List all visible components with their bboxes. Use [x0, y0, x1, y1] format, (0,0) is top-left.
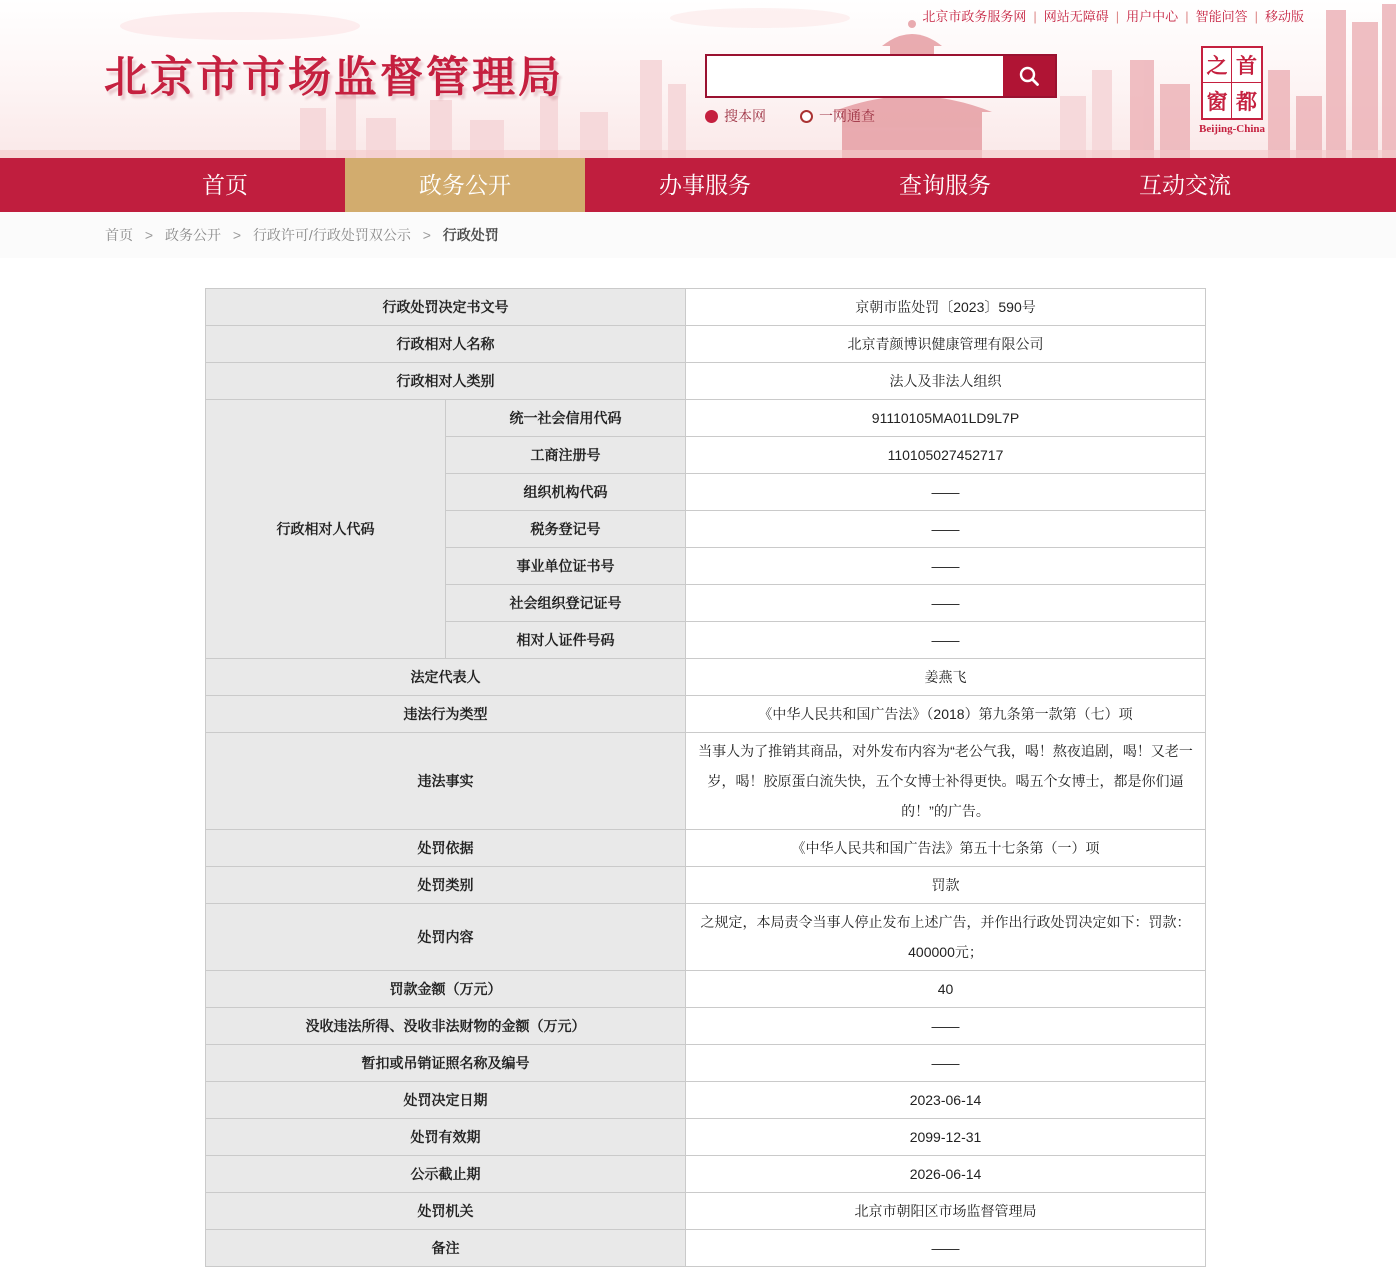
table-row: [206, 1082, 1206, 1119]
value-cell: 北京青颜博识健康管理有限公司: [686, 326, 1206, 363]
site-banner: [0, 0, 1396, 158]
breadcrumb-current-page: 行政处罚: [442, 227, 499, 243]
table-row: [206, 696, 1206, 733]
table-row: [206, 1045, 1206, 1082]
table-row: [206, 289, 1206, 326]
value-cell: 91110105MA01LD9L7P: [686, 400, 1206, 437]
penalty-detail-table: [205, 288, 1206, 1267]
value-cell: ——: [686, 474, 1206, 511]
nav-item-query-services[interactable]: 查询服务: [899, 172, 991, 198]
nav-item-services[interactable]: 办事服务: [659, 172, 751, 198]
badge-caption: Beijing-China: [1199, 123, 1266, 135]
label-cell: 工商注册号: [446, 437, 686, 474]
label-cell: 违法行为类型: [206, 696, 686, 733]
topbar-link-accessibility[interactable]: 网站无障碍: [1043, 9, 1109, 24]
table-row: [206, 400, 1206, 437]
capital-window-badge[interactable]: [1199, 46, 1265, 135]
label-cell: 行政处罚决定书文号: [206, 289, 686, 326]
search-scope-this-site[interactable]: [705, 106, 766, 126]
search-scope-label: 搜本网: [724, 108, 766, 124]
site-title: 北京市市场监督管理局: [104, 54, 564, 102]
table-row: [206, 326, 1206, 363]
badge-char: 都: [1236, 89, 1257, 114]
topbar-divider: |: [1185, 9, 1189, 24]
label-cell: 备注: [206, 1230, 686, 1267]
topbar-link-user-center[interactable]: 用户中心: [1126, 9, 1179, 24]
table-row: [206, 1230, 1206, 1267]
breadcrumb-separator: >: [422, 227, 431, 243]
table-row: [206, 1193, 1206, 1230]
label-cell: 处罚类别: [206, 867, 686, 904]
capital-window-seal-icon: [1201, 46, 1263, 120]
search-scope-options: [705, 106, 1057, 126]
label-cell: 处罚机关: [206, 1193, 686, 1230]
search-box: [705, 54, 1057, 98]
breadcrumb-separator: >: [232, 227, 242, 243]
topbar-divider: |: [1033, 9, 1037, 24]
table-row: [206, 971, 1206, 1008]
table-row: [206, 1008, 1206, 1045]
label-cell: 法定代表人: [206, 659, 686, 696]
value-cell: ——: [686, 511, 1206, 548]
value-cell: 之规定，本局责令当事人停止发布上述广告，并作出行政处罚决定如下：罚款：400000元；: [686, 904, 1206, 971]
table-row: [206, 733, 1206, 830]
label-cell: 税务登记号: [446, 511, 686, 548]
badge-char: 首: [1232, 48, 1261, 83]
breadcrumb-separator: >: [144, 227, 154, 243]
value-cell: 京朝市监处罚〔2023〕590号: [686, 289, 1206, 326]
search-button[interactable]: [1003, 56, 1055, 96]
table-row: [206, 659, 1206, 696]
value-cell: 法人及非法人组织: [686, 363, 1206, 400]
search-scope-network-wide[interactable]: [800, 106, 875, 126]
value-cell: ——: [686, 1045, 1206, 1082]
topbar-link-smart-qa[interactable]: 智能问答: [1195, 9, 1248, 24]
main-nav: [0, 158, 1396, 212]
value-cell: ——: [686, 585, 1206, 622]
search-icon: [1018, 65, 1040, 87]
nav-item-interaction[interactable]: 互动交流: [1139, 172, 1231, 198]
value-cell: 北京市朝阳区市场监督管理局: [686, 1193, 1206, 1230]
value-cell: 《中华人民共和国广告法》第五十七条第（一）项: [686, 830, 1206, 867]
badge-char: 窗: [1203, 83, 1232, 118]
table-row: [206, 830, 1206, 867]
breadcrumb-home[interactable]: 首页: [105, 227, 133, 243]
label-cell: 处罚依据: [206, 830, 686, 867]
value-cell: 姜燕飞: [686, 659, 1206, 696]
label-cell: 相对人证件号码: [446, 622, 686, 659]
label-cell: 公示截止期: [206, 1156, 686, 1193]
value-cell: ——: [686, 548, 1206, 585]
value-cell: ——: [686, 1230, 1206, 1267]
table-row: [206, 1156, 1206, 1193]
value-cell: 当事人为了推销其商品，对外发布内容为“老公气我，喝！熬夜追剧，喝！又老一岁，喝！胶原蛋白流失快，五个女博士补得更快。喝五个女博士，都是你们逼的！”的广告。: [686, 733, 1206, 830]
breadcrumb-dual-publicity[interactable]: 行政许可/行政处罚双公示: [252, 227, 411, 243]
radio-selected-icon: [705, 110, 718, 123]
value-cell: 2023-06-14: [686, 1082, 1206, 1119]
badge-char: 之: [1203, 48, 1232, 83]
main-content: [0, 258, 1396, 1267]
label-cell: 处罚内容: [206, 904, 686, 971]
topbar-divider: |: [1254, 9, 1258, 24]
label-cell: 处罚有效期: [206, 1119, 686, 1156]
topbar-links: [922, 6, 1304, 25]
value-cell: 2099-12-31: [686, 1119, 1206, 1156]
group-label-cell: 行政相对人代码: [206, 400, 446, 659]
table-row: [206, 1119, 1206, 1156]
value-cell: ——: [686, 622, 1206, 659]
search-input[interactable]: [707, 56, 1003, 96]
search-scope-label: 一网通查: [819, 108, 875, 124]
nav-item-gov-disclosure[interactable]: 政务公开: [345, 158, 585, 212]
radio-unselected-icon: [800, 110, 813, 123]
table-row: [206, 363, 1206, 400]
value-cell: 40: [686, 971, 1206, 1008]
label-cell: 行政相对人类别: [206, 363, 686, 400]
breadcrumb-gov-disclosure[interactable]: 政务公开: [164, 227, 221, 243]
table-row: [206, 867, 1206, 904]
search-area: [705, 54, 1057, 126]
value-cell: 罚款: [686, 867, 1206, 904]
label-cell: 统一社会信用代码: [446, 400, 686, 437]
topbar-link-gov-service[interactable]: 北京市政务服务网: [922, 9, 1027, 24]
table-row: [206, 904, 1206, 971]
value-cell: ——: [686, 1008, 1206, 1045]
label-cell: 违法事实: [206, 733, 686, 830]
label-cell: 事业单位证书号: [446, 548, 686, 585]
label-cell: 行政相对人名称: [206, 326, 686, 363]
label-cell: 暂扣或吊销证照名称及编号: [206, 1045, 686, 1082]
label-cell: 组织机构代码: [446, 474, 686, 511]
topbar-link-mobile[interactable]: 移动版: [1264, 9, 1304, 24]
label-cell: 罚款金额（万元）: [206, 971, 686, 1008]
label-cell: 没收违法所得、没收非法财物的金额（万元）: [206, 1008, 686, 1045]
value-cell: 2026-06-14: [686, 1156, 1206, 1193]
topbar-divider: |: [1115, 9, 1120, 24]
value-cell: 110105027452717: [686, 437, 1206, 474]
label-cell: 社会组织登记证号: [446, 585, 686, 622]
breadcrumb: [0, 212, 1396, 258]
value-cell: 《中华人民共和国广告法》（2018）第九条第一款第（七）项: [686, 696, 1206, 733]
nav-item-home[interactable]: 首页: [202, 172, 248, 198]
label-cell: 处罚决定日期: [206, 1082, 686, 1119]
